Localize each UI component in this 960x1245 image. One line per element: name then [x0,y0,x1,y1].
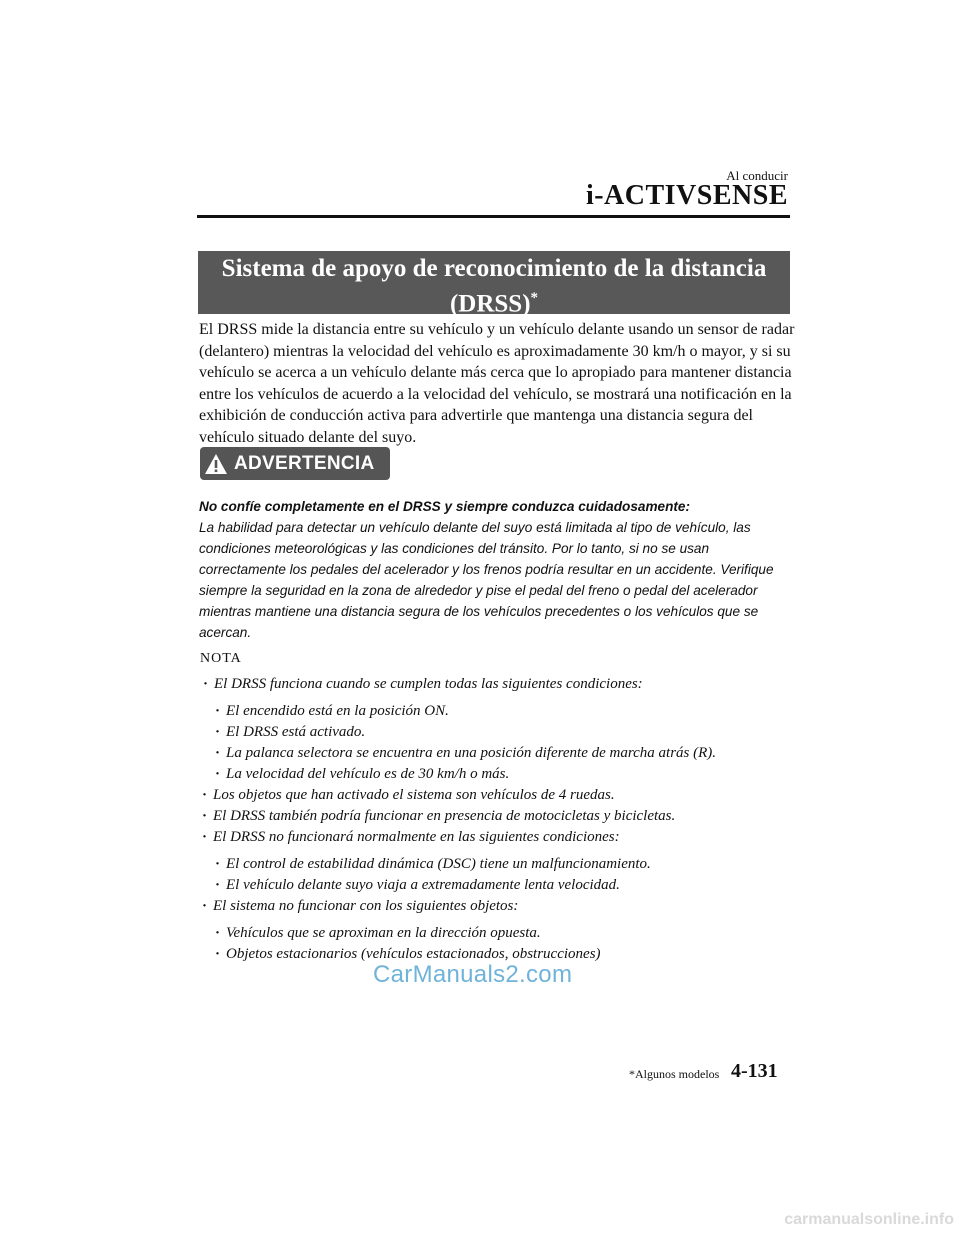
note-item: · Los objetos que han activado el sistema son vehículos de 4 ruedas. [201,785,800,806]
chapter-label: Al conducir [726,168,788,183]
watermark-logo: CarManuals2.com [373,961,573,988]
note-item: · El DRSS no funcionará normalmente en las siguientes condiciones: [201,827,800,848]
note-subitem: · Vehículos que se aproximan en la dirección opuesta. [214,923,800,944]
note-item: · El DRSS funciona cuando se cumplen todas las siguientes condiciones: [202,674,800,695]
note-subitem: · El DRSS está activado. [214,722,800,743]
note-subitem: · Objetos estacionarios (vehículos estacionados, obstrucciones) [214,944,800,965]
footnote: *Algunos modelos [629,1067,720,1081]
note-item: · El sistema no funcionar con los siguientes objetos: [201,896,800,917]
note-list [200,674,800,965]
note-subitem: · El vehículo delante suyo viaja a extremadamente lenta velocidad. [214,875,800,896]
note-item: · El DRSS también podría funcionar en presencia de motocicletas y bicicletas. [201,806,800,827]
section-title: i-ACTIVSENSE [585,180,788,211]
footer-site-watermark: carmanualsonline.info [784,1211,954,1228]
topic-banner [198,251,790,318]
note-subitem: · La velocidad del vehículo es de 30 km/h o más. [214,764,800,785]
intro-paragraph: El DRSS mide la distancia entre su vehículo y un vehículo delante usando un sensor de radar (delantero) mientras la velocidad del vehículo es aproximadamente 30 km/h o mayor, y si su vehículo se acerca a un vehículo delante más cerca que lo apropiado para mantener distancia entre los vehículos de acuerdo a la velocidad del vehículo, se mostrará una notificación en la exhibición de conducción activa para advertirle que mantenga una distancia segura del vehículo situado delante del suyo. [199,321,795,446]
warning-label: ADVERTENCIA [234,452,375,474]
banner-subtitle [198,284,790,318]
banner-acronym: (DRSS) [449,290,531,318]
note-subitem: · La palanca selectora se encuentra en una posición diferente de marcha atrás (R). [214,743,800,764]
warning-body: La habilidad para detectar un vehículo delante del suyo está limitada al tipo de vehículo, las condiciones meteorológicas y las condiciones del tránsito. Por lo tanto, si no se usan correctamente los pedales del acelerador y los frenos podría resultar en un accidente. Verifique siempre la seguridad en la zona de alrededor y pise el pedal del freno o pedal del acelerador mientras mantiene una distancia segura de los vehículos precedentes o los vehículos que se acercan. [199,520,774,640]
banner-title: Sistema de apoyo de reconocimiento de la distancia [221,255,767,282]
note-title: NOTA [200,651,242,666]
warning-lead: No confíe completamente en el DRSS y siempre conduzca cuidadosamente: [199,499,691,514]
warning-text [199,496,799,643]
footnote-marker: * [530,290,539,306]
warning-triangle-icon [204,453,228,475]
header-divider [197,215,790,218]
note-subitem: · El control de estabilidad dinámica (DSC) tiene un malfuncionamiento. [214,854,800,875]
page-number: 4-131 [731,1060,778,1082]
warning-badge [200,447,390,480]
note-subitem: · El encendido está en la posición ON. [214,701,800,722]
